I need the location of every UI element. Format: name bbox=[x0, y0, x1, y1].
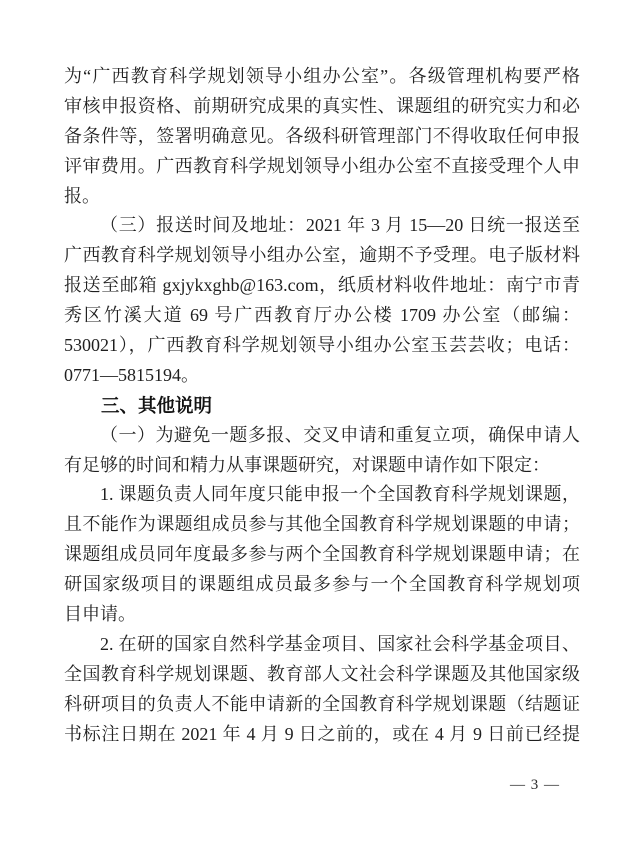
text-line: 研国家级项目的课题组成员最多参与一个全国教育科学规划项 bbox=[64, 574, 580, 595]
section-heading: 三、其他说明 bbox=[101, 394, 213, 416]
text-line: 报送至邮箱 gxjykxghb@163.com，纸质材料收件地址：南宁市青 bbox=[64, 275, 580, 296]
text-line: 530021），广西教育科学规划领导小组办公室玉芸芸收；电话： bbox=[64, 335, 580, 356]
text-line: 且不能作为课题组成员参与其他全国教育科学规划课题的申请； bbox=[64, 514, 580, 535]
text-line: 科研项目的负责人不能申请新的全国教育科学规划课题（结题证 bbox=[64, 693, 580, 714]
text-line: 书标注日期在 2021 年 4 月 9 日之前的，或在 4 月 9 日前已经提 bbox=[64, 723, 580, 744]
text-line: 为“广西教育科学规划领导小组办公室”。各级管理机构要严格 bbox=[64, 66, 580, 86]
text-line: 1. 课题负责人同年度只能申报一个全国教育科学规划课题， bbox=[100, 484, 580, 505]
document-body bbox=[64, 62, 580, 749]
text-line: 报。 bbox=[64, 185, 100, 206]
text-line: （三）报送时间及地址：2021 年 3 月 15—20 日统一报送至 bbox=[100, 215, 580, 236]
text-line: 审核申报资格、前期研究成果的真实性、课题组的研究实力和必 bbox=[64, 95, 580, 116]
page-number: — 3 — bbox=[510, 777, 560, 793]
text-line: 2. 在研的国家自然科学基金项目、国家社会科学基金项目、 bbox=[100, 633, 580, 654]
text-line: 0771—5815194。 bbox=[64, 364, 199, 385]
text-line: 评审费用。广西教育科学规划领导小组办公室不直接受理个人申 bbox=[64, 155, 580, 176]
text-line: （一）为避免一题多报、交叉申请和重复立项，确保申请人 bbox=[100, 424, 580, 445]
text-line: 秀区竹溪大道 69 号广西教育厅办公楼 1709 办公室（邮编： bbox=[64, 305, 580, 326]
text-line: 全国教育科学规划课题、教育部人文社会科学课题及其他国家级 bbox=[64, 663, 580, 684]
text-line: 有足够的时间和精力从事课题研究，对课题申请作如下限定： bbox=[64, 454, 550, 475]
text-line: 课题组成员同年度最多参与两个全国教育科学规划课题申请；在 bbox=[64, 544, 580, 565]
text-line: 目申请。 bbox=[64, 604, 136, 625]
text-line: 备条件等，签署明确意见。各级科研管理部门不得收取任何申报 bbox=[64, 125, 580, 146]
text-line: 广西教育科学规划领导小组办公室，逾期不予受理。电子版材料 bbox=[64, 245, 580, 266]
